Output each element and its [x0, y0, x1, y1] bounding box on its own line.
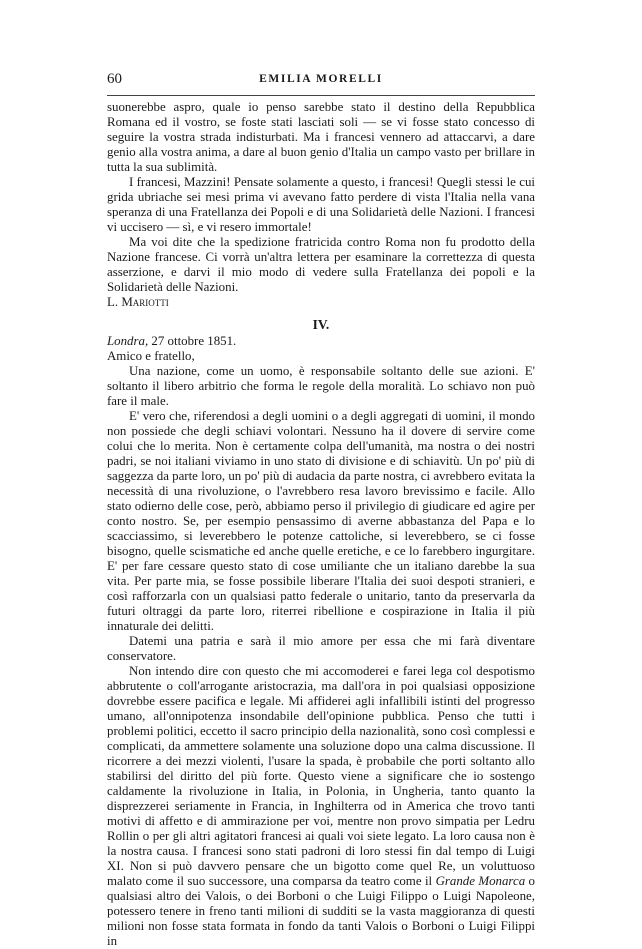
signature-name: Mariotti — [121, 295, 169, 309]
page-header — [107, 71, 535, 91]
paragraph-7-italic: Grande Monarca — [435, 874, 526, 888]
paragraph-5: E' vero che, riferendosi a degli uomini o a degli aggregati di uomini, il mondo non possiede che degli schiavi volontari. Nessuno ha il dovere di servire come colui che lo merita. Non è certamente colpa dell'umanità, ma nostra o dei nostri padri, se noi italiani viviamo in uno stato di divisione e di schiavitù. Un po' più di saggezza da parte loro, un po' più di audacia da parte nostra, ci avrebbero evitata la necessità di una rivoluzione, o l'avrebbero resa lavoro brevissimo e facile. Allo stato odierno delle cose, però, abbiamo perso il privilegio di giudicare ed agire per conto nostro. Se, per esempio pensassimo di averne abbastanza del Papa e lo scacciassimo, si leverebbero le potenze cattoliche, si leverebbero, se ci fosse bisogno, quelle scismatiche ed anche quelle eretiche, e ce lo farebbero ingurgitare. E' per fare cessare questo stato di cose umiliante che un italiano darebbe la sua vita. Per parte mia, se fosse possibile liberare l'Italia dei suoi despoti stranieri, e così rafforzarla con un qualsiasi patto federale o unitario, tanto da preservarla da futuri oltraggi da parte loro, riterrei ribellione e cospirazione in Italia il più innaturale dei delitti. — [107, 409, 535, 633]
paragraph-7 — [107, 664, 535, 949]
paragraph-1: suonerebbe aspro, quale io penso sarebbe stato il destino della Repubblica Romana ed il vostro, se foste stati lasciati soli — se vi fosse stato concesso di seguire la vostra strada indisturbati. Ma i francesi vennero ad attaccarvi, a dare genio alla vostra anima, a dare al buon genio d'Italia un campo vasto per brillare in tutta la sua sublimità. — [107, 100, 535, 174]
dateline-place: Londra, — [107, 334, 149, 348]
running-title: EMILIA MORELLI — [259, 73, 383, 85]
paragraph-4: Una nazione, come un uomo, è responsabile soltanto delle sue azioni. E' soltanto il libero arbitrio che forma le regole della moralità. Lo schiavo non può fare il male. — [107, 364, 535, 408]
paragraph-3: Ma voi dite che la spedizione fratricida contro Roma non fu prodotto della Nazione francese. Ci vorrà un'altra lettera per esaminare la correttezza di questa asserzione, e darvi il mio modo di vedere sulla Fratellanza dei popoli e la Solidarietà delle Nazioni. — [107, 235, 535, 294]
salutation: Amico e fratello, — [107, 349, 195, 363]
paragraph-7-text-a: Non intendo dire con questo che mi accomoderei e farei lega col despotismo abbrutente o coll'arrogante aristocrazia, ma dall'ora in poi qualsiasi opposizione dovrebbe essere pacifica e legale. Mi affiderei agli infallibili istinti del progresso umano, all'onnipotenza insondabile dell'opinione pubblica. Penso che tutti i problemi politici, eccetto il sacro principio della nazionalità, sono così complessi e complicati, da ammettere solamente una soluzione dopo una calma discussione. Il ricorrere a dei mezzi violenti, l'usare la spada, è probabile che porti soltanto allo stabilirsi del diritto del più forte. Questo viene a significare che io sostengo caldamente la rivoluzione in Italia, in Polonia, in Ungheria, tanto quanto la disprezzerei seriamente in Francia, in Inghilterra od in America che trovo tanti motivi di affetto e di ammirazione per voi, mentre non provo simpatia per Ledru Rollin o per gli altri agitatori francesi ai quali voi siete legato. La loro causa non è la nostra causa. I francesi sono stati padroni di loro stessi fin dal tempo di Luigi XI. Non si può davvero pensare che un bigotto come quel Re, un voluttuoso malato come il suo successore, una comparsa da teatro come il — [107, 664, 535, 888]
signature — [107, 295, 535, 310]
page-number: 60 — [107, 71, 122, 87]
header-rule — [107, 95, 535, 96]
paragraph-6: Datemi una patria e sarà il mio amore per essa che mi farà diventare conservatore. — [107, 634, 535, 663]
paragraph-7-text-b: o qualsiasi altro dei Valois, o dei Borboni o che Luigi Filippo o Luigi Napoleone, potessero tenere in freno tanti milioni di sudditi se la vasta maggioranza di questi milioni non fosse stata formata in fondo da tanti Valois o Borboni o Luigi Filippi in — [107, 874, 535, 948]
section-heading: IV. — [312, 317, 330, 332]
dateline — [107, 334, 535, 349]
dateline-date: 27 ottobre 1851. — [148, 334, 237, 348]
signature-initial: L. — [107, 295, 122, 309]
paragraph-2: I francesi, Mazzini! Pensate solamente a questo, i francesi! Quegli stessi le cui grida ubriache sei mesi prima vi avevano fatto perdere di vista l'Italia nella vana speranza di una Fratellanza dei Popoli e di una Solidarietà delle Nazioni. I francesi vi uccisero — sì, e vi resero immortale! — [107, 175, 535, 234]
body-text — [107, 100, 535, 949]
